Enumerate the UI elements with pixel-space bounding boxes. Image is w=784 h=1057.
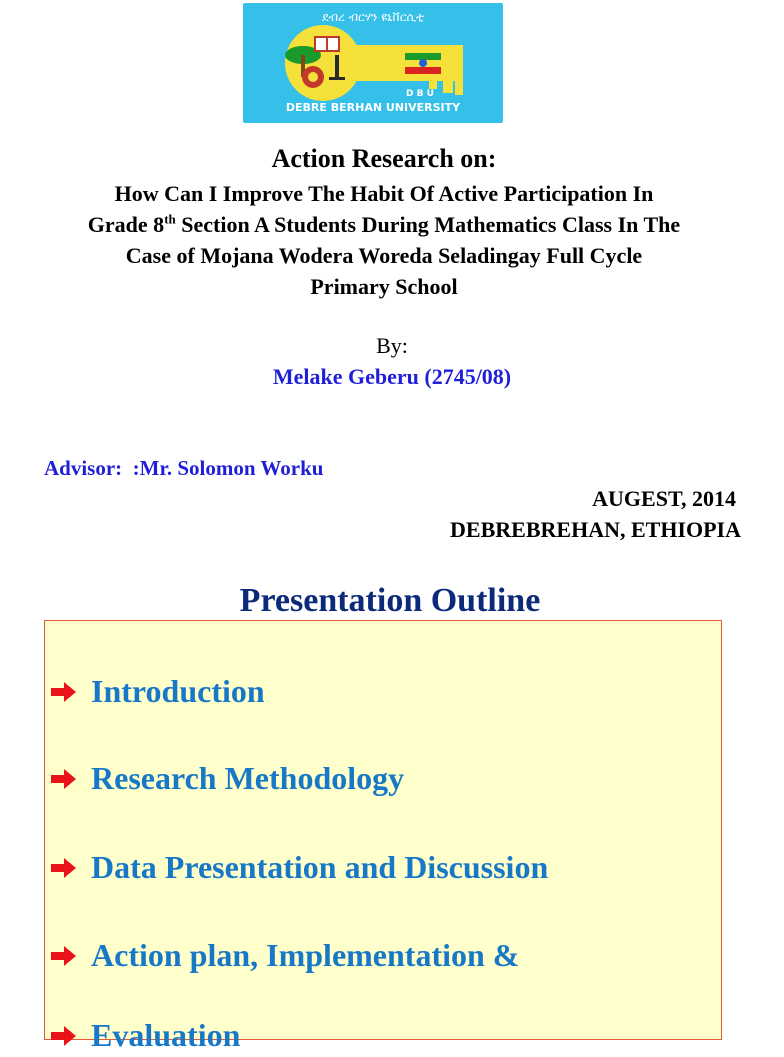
- university-logo: [243, 3, 503, 123]
- outline-item: [51, 1017, 711, 1057]
- date-line: AUGEST, 2014: [592, 486, 736, 511]
- research-topic-line-2: [30, 209, 738, 240]
- advisor-line: Advisor: :Mr. Solomon Worku: [44, 456, 324, 480]
- right-arrow-icon: [51, 681, 79, 703]
- right-arrow-icon: [51, 945, 79, 967]
- right-arrow-icon: [51, 1025, 79, 1047]
- outline-item-label: Research Methodology: [91, 760, 405, 796]
- outline-item-label: Action plan, Implementation &: [91, 937, 520, 973]
- by-label: By:: [376, 333, 408, 358]
- university-emblem-icon: [243, 3, 503, 123]
- right-arrow-icon: [51, 857, 79, 879]
- logo-letters: D B U: [406, 89, 434, 99]
- outline-item: [51, 760, 711, 800]
- outline-item: [51, 673, 711, 713]
- author-name: Melake Geberu (2745/08): [272, 364, 512, 389]
- outline-item-label: Evaluation: [91, 1017, 241, 1053]
- research-topic-line-3: Case of Mojana Wodera Woreda Seladingay Full Cycle: [125, 243, 643, 268]
- right-arrow-icon: [51, 768, 79, 790]
- page-title: Action Research on:: [271, 144, 497, 173]
- outline-item: [51, 937, 711, 977]
- outline-item: [51, 849, 711, 889]
- outline-box: [44, 620, 722, 1053]
- outline-item-label: Introduction: [91, 673, 265, 709]
- logo-university-name: DEBRE BERHAN UNIVERSITY: [285, 101, 461, 114]
- research-topic-line-4: Primary School: [310, 274, 458, 299]
- outline-title: Presentation Outline: [239, 582, 541, 619]
- logo-amharic-text: ደብረ ብርሃን ዩኒቨርሲቲ: [321, 10, 425, 24]
- outline-item-label: Data Presentation and Discussion: [91, 849, 549, 885]
- research-topic-line-1: How Can I Improve The Habit Of Active Participation In: [114, 181, 654, 206]
- research-topic: [30, 178, 738, 302]
- place-line: DEBREBREHAN, ETHIOPIA: [450, 517, 741, 542]
- grade-superscript: th: [164, 211, 176, 227]
- grade-rest-text: Section A Students During Mathematics Class In The: [175, 212, 681, 237]
- grade-text: Grade 8: [87, 212, 165, 237]
